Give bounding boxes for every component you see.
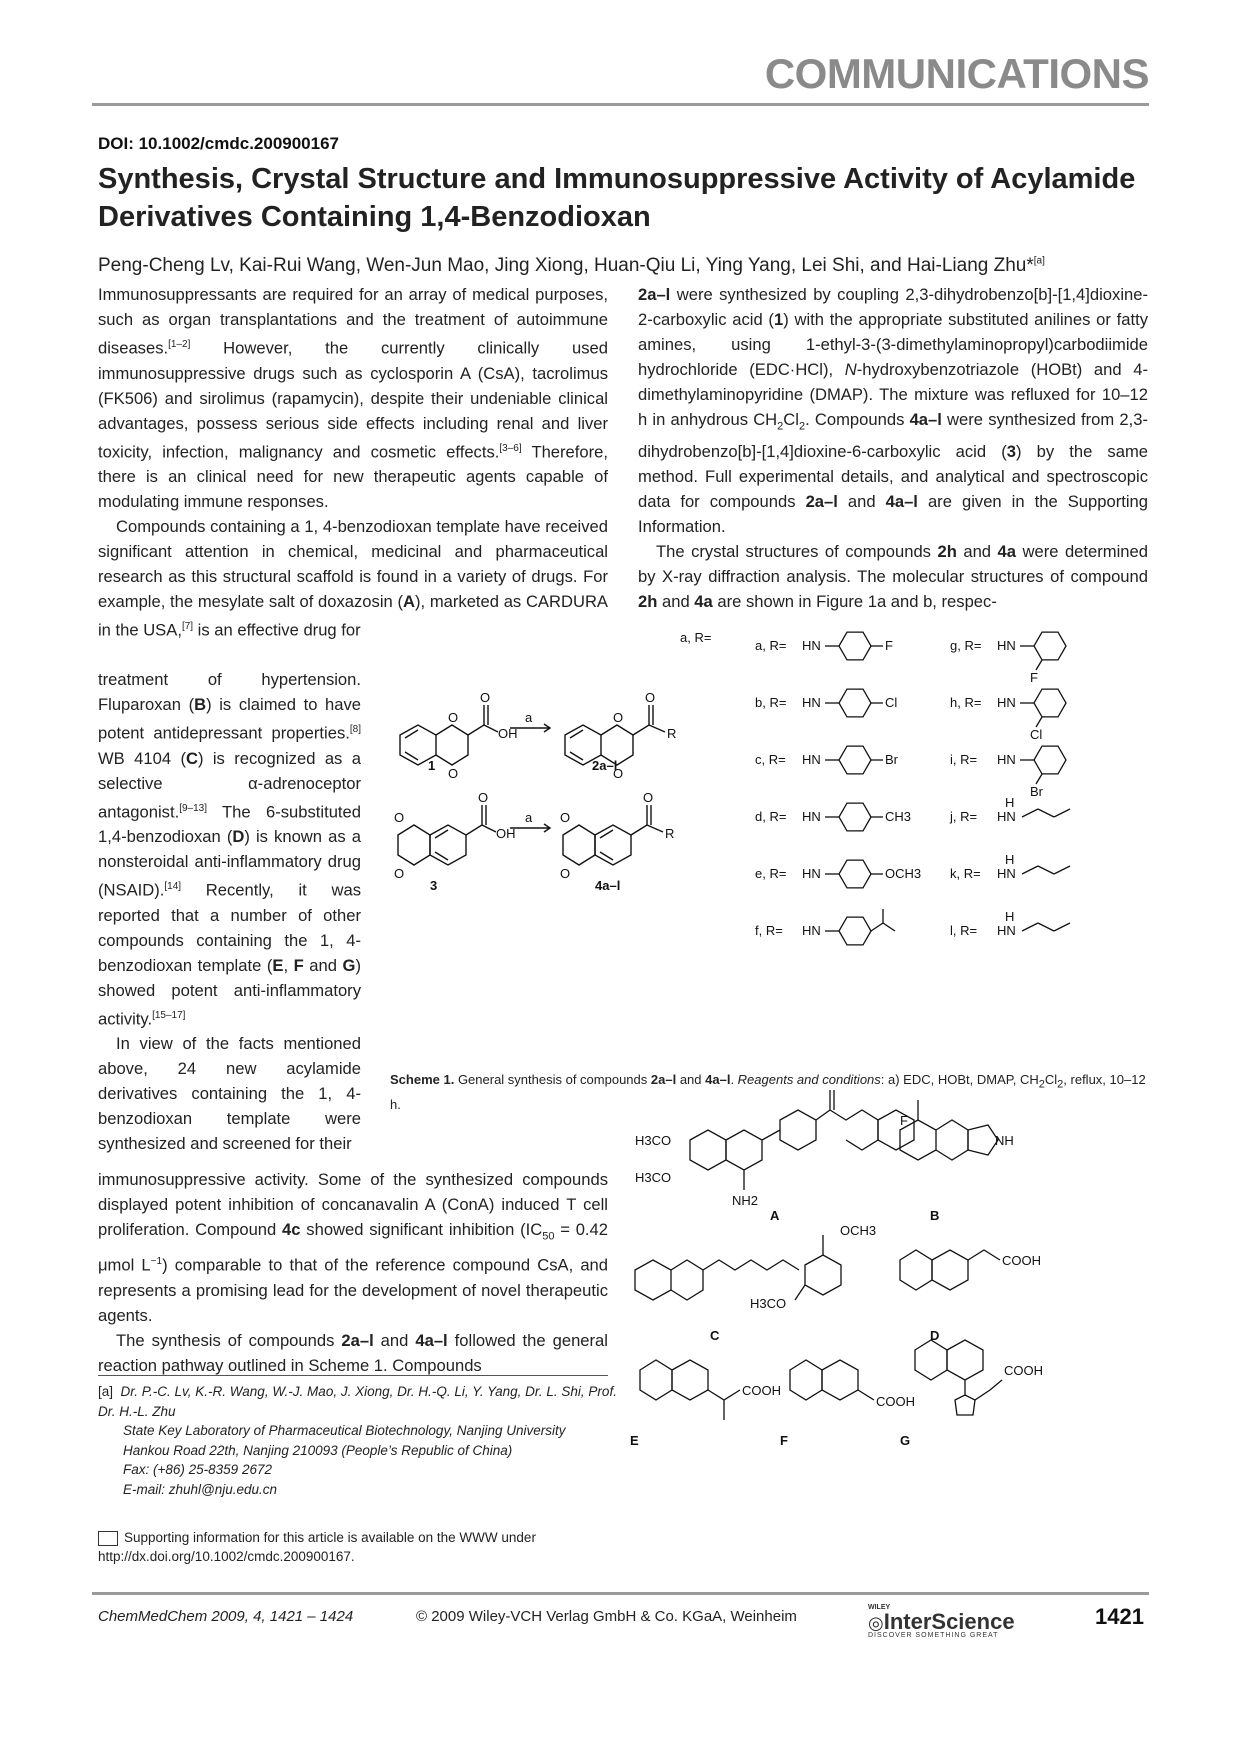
- reference[interactable]: [8]: [349, 724, 361, 735]
- atom-label: HN: [997, 923, 1016, 938]
- atom-label: HN: [802, 695, 821, 710]
- atom-label: O: [394, 810, 405, 825]
- substituent-label: F: [1030, 670, 1038, 685]
- doi: DOI: 10.1002/cmdc.200900167: [98, 134, 340, 153]
- logo-tagline: DISCOVER SOMETHING GREAT: [868, 1632, 999, 1639]
- atom-label: HN: [997, 809, 1016, 824]
- paragraph-1: Immunosuppressants are required for an array of medical purposes, such as organ transplantations and the treatment of autoimmune diseases.[1–2] However, the currently clinically used immunosuppressive drugs such as cyclosporin A (CsA), tacrolimus (FK506) and sirolimus (rapamycin), despite their undeniable clinical advantages, possess serious side effects including renal and liver toxicity, infection, malignancy and cosmetic effects.[3–6] Therefore, there is an clinical need for new therapeutic agents capable of modulating immune responses.: [98, 285, 608, 512]
- section-header: COMMUNICATIONS: [764, 50, 1149, 97]
- compound-label-f: F: [780, 1433, 788, 1448]
- paragraph-4: The synthesis of compounds 2a–l and 4a–l followed the general reaction pathway outlined in Scheme 1. Compounds: [98, 1330, 608, 1375]
- article-title: Synthesis, Crystal Structure and Immunosuppressive Activity of Acylamide Derivatives Containing 1,4-Benzodioxan: [98, 163, 1136, 233]
- r-label: l, R=: [950, 923, 978, 938]
- compound-label-e: E: [630, 1433, 639, 1448]
- atom-label: O: [560, 866, 571, 881]
- substituent-label: Br: [885, 752, 898, 767]
- paragraph-3: In view of the facts mentioned above, 24 new acylamide derivatives containing the 1, 4-benzodioxan template were synthesized and screened for their: [98, 1034, 361, 1154]
- atom-label: F: [900, 1113, 908, 1128]
- author-list: [98, 255, 1148, 277]
- r-label: j, R=: [950, 809, 978, 824]
- atom-label: O: [613, 766, 624, 781]
- atom-label: O: [394, 866, 405, 881]
- paragraph-6: The crystal structures of compounds 2h and 4a were determined by X-ray diffraction analysis. The molecular structures of compound 2h and 4a are shown in Figure 1a and b, respec-: [638, 542, 1148, 612]
- r-group-list: [680, 630, 711, 645]
- column-2: [638, 282, 1148, 614]
- r-label: f, R=: [755, 923, 783, 938]
- substituent-label: Br: [1030, 784, 1043, 799]
- footnote-address: Hankou Road 22th, Nanjing 210093 (People’s Republic of China): [123, 1442, 513, 1458]
- atom-label: COOH: [1002, 1253, 1041, 1268]
- r-group-panel: [755, 630, 1155, 1040]
- paragraph-5: 2a–l were synthesized by coupling 2,3-dihydrobenzo[b]-[1,4]dioxine-2-carboxylic acid (1) with the appropriate substituted anilines or fatty amines, using 1-ethyl-3-(3-dimethylaminopropyl)carbodiimide hydrochloride (EDC·HCl), N-hydroxybenzotriazole (HOBt) and 4-dimethylaminopyridine (DMAP). The mixture was refluxed for 10–12 h in anhydrous $CH_2Cl_2$. Compounds 4a–l were synthesized from 2,3-dihydrobenzo[b]-[1,4]dioxine-6-carboxylic acid (3) by the same method. Full experimental details, and analytical and spectroscopic data for compounds 2a–l and 4a–l are given in the Supporting Information.: [638, 285, 1149, 537]
- atom-label: OH: [496, 826, 516, 841]
- atom-label: R: [665, 826, 675, 841]
- drug-structures-figure: [630, 1050, 1150, 1560]
- compound-label: 1: [428, 758, 436, 773]
- atom-label: HN: [997, 638, 1016, 653]
- compound-label-a: A: [770, 1208, 780, 1223]
- column-1-narrow: [98, 667, 361, 1156]
- atom-label: COOH: [876, 1394, 915, 1409]
- footnote-mark: [a]: [98, 1384, 114, 1399]
- compound-label: 3: [430, 878, 438, 893]
- atom-label: OH: [498, 726, 518, 741]
- page-number: 1421: [1095, 1604, 1144, 1629]
- interscience-logo: [868, 1604, 1015, 1639]
- r-label: h, R=: [950, 695, 982, 710]
- reference[interactable]: [9–13]: [179, 802, 207, 814]
- footer-rule: [92, 1592, 1149, 1595]
- logo-icon: ◎: [868, 1613, 884, 1633]
- copyright: © 2009 Wiley-VCH Verlag GmbH & Co. KGaA, Weinheim: [416, 1608, 797, 1625]
- affiliation-mark: [a]: [1033, 255, 1045, 267]
- footnote-fax: Fax: (+86) 25-8359 2672: [123, 1462, 272, 1477]
- compound-label-c: C: [710, 1328, 720, 1343]
- substituent-label: Cl: [1030, 727, 1043, 742]
- supporting-info: [98, 1528, 618, 1566]
- computer-icon: [98, 1531, 118, 1546]
- atom-label: HN: [802, 809, 821, 824]
- atom-label: COOH: [1004, 1363, 1043, 1378]
- substituent-label: OCH3: [885, 866, 922, 881]
- compound-label-d: D: [930, 1328, 940, 1343]
- reagent-label: a: [525, 710, 533, 725]
- atom-label: HN: [802, 638, 821, 653]
- r-label: d, R=: [755, 809, 787, 824]
- authors-text: Peng-Cheng Lv, Kai-Rui Wang, Wen-Jun Mao, Jing Xiong, Huan-Qiu Li, Ying Yang, Lei Shi, and Hai-Liang Zhu*: [98, 255, 1034, 276]
- reference[interactable]: [3–6]: [499, 442, 522, 454]
- atom-label: OCH3: [840, 1223, 877, 1238]
- r-label: c, R=: [755, 752, 786, 767]
- paragraph-2-cont: treatment of hypertension. Fluparoxan (B) is claimed to have potent antidepressant properties.[8] WB 4104 (C) is recognized as a selective α-adrenoceptor antagonist.[9–13] The 6-substituted 1,4-benzodioxan (D) is known as a nonsteroidal anti-inflammatory drug (NSAID).[14] Recently, it was reported that a number of other compounds containing the 1, 4-benzodioxan template (E, F and G) showed potent anti-inflammatory activity.[15–17]: [98, 670, 362, 1029]
- footnote-names: Dr. P.-C. Lv, K.-R. Wang, W.-J. Mao, J. Xiong, Dr. H.-Q. Li, Y. Yang, Dr. L. Shi, Prof. Dr. H.-L. Zhu: [98, 1384, 617, 1419]
- compound-label: 2a–l: [592, 758, 618, 773]
- atom-label: O: [448, 766, 459, 781]
- reference[interactable]: [1–2]: [168, 339, 191, 350]
- compound-label-g: G: [900, 1433, 911, 1448]
- scheme-caption: Scheme 1. General synthesis of compounds 2a–l and 4a–l. Reagents and conditions: a) EDC, HOBt, DMAP, $CH_2Cl_2$, reflux, 10–12 h.: [390, 1072, 1146, 1112]
- r-label: b, R=: [755, 695, 787, 710]
- substituent-label: Cl: [885, 695, 898, 710]
- footnote-lab: State Key Laboratory of Pharmaceutical Biotechnology, Nanjing University: [123, 1423, 566, 1438]
- atom-label: HN: [997, 866, 1016, 881]
- atom-label: H: [1005, 909, 1015, 924]
- atom-label: O: [478, 790, 489, 805]
- logo-text: InterScience: [883, 1609, 1015, 1634]
- header-rule: [92, 103, 1149, 106]
- r-label: g, R=: [950, 638, 982, 653]
- r-label: e, R=: [755, 866, 787, 881]
- atom-label: O: [645, 690, 656, 705]
- paragraph-3-cont: immunosuppressive activity. Some of the synthesized compounds displayed potent inhibition of concanavalin A (ConA) induced T cell proliferation. Compound 4c showed significant inhibition ($IC_{50} = 0.42$ μmol $L^{-1}$) comparable to that of the reference compound CsA, and represents a promising lead for the development of novel therapeutic agents.: [98, 1170, 609, 1325]
- atom-label: NH2: [732, 1193, 759, 1208]
- atom-label: O: [448, 710, 459, 725]
- atom-label: HN: [997, 752, 1016, 767]
- r-label: a, R=: [680, 630, 712, 645]
- paragraph-2: Compounds containing a 1, 4-benzodioxan template have received significant attention in chemical, medicinal and pharmaceutical research as this structural scaffold is found in a variety of drugs. For example, the mesylate salt of doxazosin (A), marketed as CARDURA in the USA,[7] is an effective drug for: [98, 517, 608, 640]
- atom-label: H: [1005, 795, 1015, 810]
- substituent-label: CH3: [885, 809, 912, 824]
- footnote-rule: [98, 1375, 608, 1376]
- compound-label: 4a–l: [595, 878, 621, 893]
- footnote-email[interactable]: E-mail: zhuhl@nju.edu.cn: [123, 1481, 278, 1497]
- logo-wiley: WILEY: [868, 1604, 891, 1611]
- reference[interactable]: [14]: [164, 881, 182, 893]
- column-1-top: [98, 282, 608, 643]
- r-label: i, R=: [950, 752, 978, 767]
- affiliation-footnote: [98, 1382, 618, 1499]
- journal-citation: ChemMedChem 2009, 4, 1421 – 1424: [98, 1608, 354, 1625]
- atom-label: NH: [995, 1133, 1014, 1148]
- atom-label: O: [643, 790, 654, 805]
- atom-label: R: [667, 726, 677, 741]
- reference[interactable]: [15–17]: [152, 1009, 186, 1021]
- atom-label: HN: [802, 866, 821, 881]
- r-label: k, R=: [950, 866, 981, 881]
- atom-label: H3CO: [635, 1170, 672, 1185]
- r-label: a, R=: [755, 638, 787, 653]
- atom-label: COOH: [742, 1383, 781, 1398]
- atom-label: O: [613, 710, 624, 725]
- atom-label: HN: [802, 923, 821, 938]
- reference[interactable]: [7]: [181, 621, 194, 633]
- compound-label-b: B: [930, 1208, 940, 1223]
- atom-label: H3CO: [635, 1133, 672, 1148]
- supporting-info-text[interactable]: Supporting information for this article is available on the WWW under http://dx.doi.org/10.1002/cmdc.200900167.: [98, 1530, 536, 1564]
- atom-label: O: [480, 690, 491, 705]
- atom-label: O: [560, 810, 571, 825]
- atom-label: H: [1005, 852, 1015, 867]
- atom-label: HN: [997, 695, 1016, 710]
- substituent-label: F: [885, 638, 893, 653]
- atom-label: HN: [802, 752, 821, 767]
- atom-label: H3CO: [750, 1296, 787, 1311]
- reagent-label: a: [525, 810, 533, 825]
- column-1-bottom: [98, 1167, 608, 1378]
